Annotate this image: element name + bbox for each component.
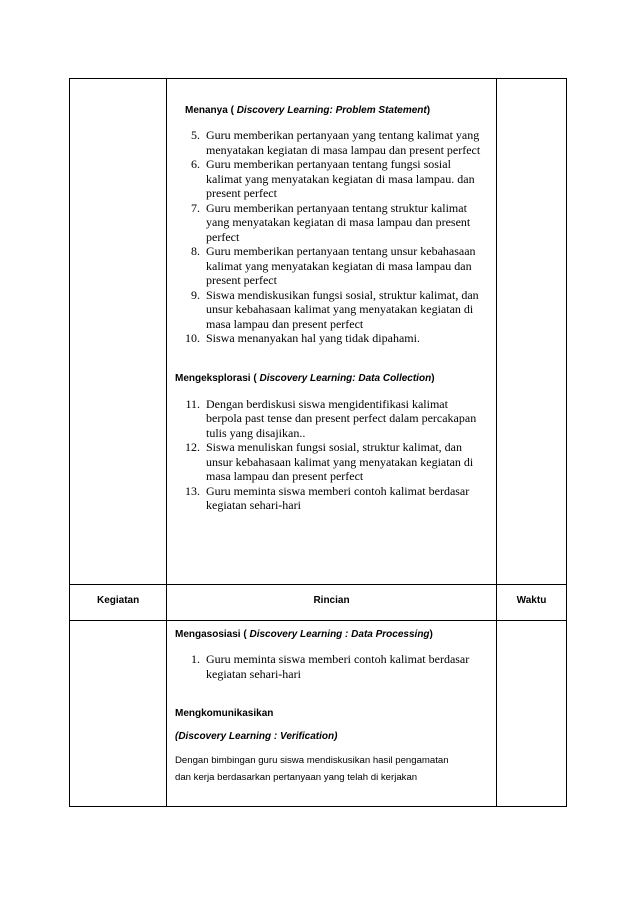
mengkomunikasikan-heading: Mengkomunikasikan	[175, 708, 274, 719]
list-item	[175, 157, 496, 201]
rincian-cell	[167, 79, 497, 584]
mengasosiasi-list	[175, 652, 496, 681]
list-item	[175, 244, 496, 288]
mengasosiasi-heading: Mengasosiasi ( Discovery Learning : Data Processing)	[175, 629, 433, 640]
list-item-text: Guru meminta siswa memberi contoh kalimat berdasar kegiatan sehari-hari	[206, 652, 470, 681]
list-item-text: Guru memberikan pertanyaan tentang struktur kalimat yang menyatakan kegiatan di masa lampau dan present perfect	[206, 200, 471, 244]
list-item-text: Guru memberikan pertanyaan tentang fungsi sosial kalimat yang menyatakan kegiatan di masa lampau. dan present perfect	[206, 157, 475, 200]
waktu-cell	[497, 79, 566, 584]
list-item	[175, 484, 496, 513]
menanya-list	[175, 128, 496, 346]
list-item-number: 13.	[185, 483, 200, 498]
list-item	[175, 201, 496, 245]
kegiatan-cell	[70, 621, 167, 806]
list-item-number: 5.	[191, 128, 200, 142]
list-item-text: Guru meminta siswa memberi contoh kalimat berdasar kegiatan sehari-hari	[206, 483, 470, 512]
list-item-text: Guru memberikan pertanyaan yang tentang kalimat yang menyatakan kegiatan di masa lampau dan present perfect	[206, 128, 481, 157]
table-row	[69, 78, 567, 585]
list-item-number: 7.	[191, 200, 200, 215]
rincian-cell	[167, 621, 497, 806]
list-item-number: 12.	[185, 440, 200, 454]
paragraph: Dengan bimbingan guru siswa mendiskusikan hasil pengamatan dan kerja berdasarkan pertanyaan yang telah di kerjakan	[175, 755, 449, 783]
list-item-text: Dengan berdiskusi siswa mengidentifikasi kalimat berpola past tense dan present perfect dalam percakapan tulis yang disajikan..	[206, 396, 477, 440]
list-item-number: 6.	[191, 157, 200, 171]
list-item	[175, 397, 496, 441]
verification-heading: (Discovery Learning : Verification)	[175, 731, 338, 742]
lesson-table	[69, 78, 567, 807]
list-item	[175, 288, 496, 332]
mengeksplorasi-list	[175, 397, 496, 513]
header-waktu: Waktu	[516, 595, 547, 606]
header-rincian: Rincian	[167, 585, 497, 620]
list-item-text: Siswa mendiskusikan fungsi sosial, struktur kalimat, dan unsur kebahasaan kalimat yang menyatakan kegiatan di masa lampau dan present perfect	[206, 287, 479, 331]
table-row	[69, 621, 567, 807]
list-item	[175, 440, 496, 484]
list-item	[175, 128, 496, 157]
header-kegiatan: Kegiatan	[70, 585, 167, 620]
list-item	[175, 331, 496, 346]
table-header-row	[69, 585, 567, 621]
list-item-text: Guru memberikan pertanyaan tentang unsur kebahasaan kalimat yang menyatakan kegiatan di masa lampau dan present perfect	[206, 244, 476, 287]
list-item	[175, 652, 496, 681]
list-item-number: 9.	[191, 287, 200, 302]
list-item-number: 11.	[185, 396, 200, 411]
waktu-cell	[497, 621, 566, 806]
list-item-number: 1.	[191, 652, 200, 666]
list-item-number: 10.	[185, 331, 200, 345]
list-item-number: 8.	[191, 244, 200, 258]
mengeksplorasi-heading: Mengeksplorasi ( Discovery Learning: Data Collection)	[175, 372, 435, 384]
list-item-text: Siswa menuliskan fungsi sosial, struktur kalimat, dan unsur kebahasaan kalimat yang menyatakan kegiatan di masa lampau dan present perfect	[206, 440, 474, 483]
list-item-text: Siswa menanyakan hal yang tidak dipahami.	[206, 331, 420, 345]
kegiatan-cell	[70, 79, 167, 584]
menanya-heading: Menanya ( Discovery Learning: Problem Statement)	[185, 105, 431, 116]
